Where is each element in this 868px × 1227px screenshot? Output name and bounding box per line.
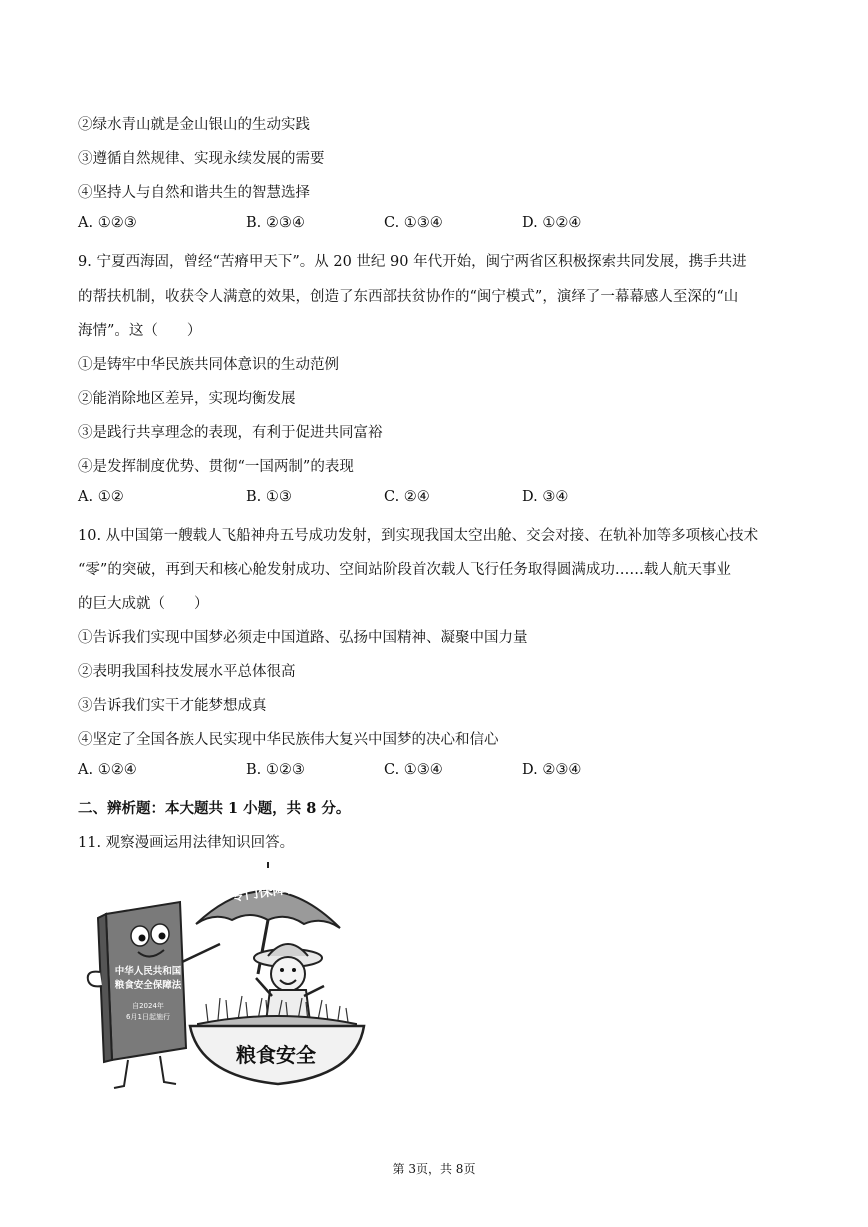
choice-c: C. ②④ [384, 489, 430, 505]
q8-option-2: ②绿水青山就是金山银山的生动实践 [78, 117, 310, 133]
umbrella-label: 专门保障法 [229, 879, 302, 905]
choice-b: B. ①②③ [246, 762, 305, 778]
choice-a: A. ①②④ [78, 762, 137, 778]
q10-stem-line-3: 的巨大成就（ ） [78, 596, 209, 612]
choice-c: C. ①③④ [384, 215, 443, 231]
choice-b: B. ①③ [246, 489, 292, 505]
q9-option-2: ②能消除地区差异，实现均衡发展 [78, 391, 296, 407]
q8-option-4: ④坚持人与自然和谐共生的智慧选择 [78, 185, 310, 201]
book-date-line-1: 自2024年 [132, 1002, 164, 1010]
q9-stem-line-3: 海情”。这（ ） [78, 323, 202, 339]
page-footer: 第 3页，共 8页 [392, 1162, 476, 1176]
q10-option-2: ②表明我国科技发展水平总体很高 [78, 664, 296, 680]
q9-stem-line-1: 9. 宁夏西海固，曾经“苦瘠甲天下”。从 20 世纪 90 年代开始，闽宁两省区积极探索共同发展，携手共进 [78, 254, 747, 270]
choice-d: D. ①②④ [522, 215, 582, 231]
farmer-character [254, 944, 324, 1022]
choice-d: D. ③④ [522, 489, 569, 505]
choice-a: A. ①②③ [78, 215, 137, 231]
law-book-character [88, 902, 220, 1088]
q9-option-4: ④是发挥制度优势、贯彻“一国两制”的表现 [78, 459, 354, 475]
q11-stem: 11. 观察漫画运用法律知识回答。 [78, 835, 295, 851]
book-title-line-1: 中华人民共和国 [114, 966, 182, 977]
q9-stem-line-2: 的帮扶机制，收获令人满意的效果，创造了东西部扶贫协作的“闽宁模式”，演绎了一幕幕感人至深的“山 [78, 289, 739, 305]
q10-option-3: ③告诉我们实干才能梦想成真 [78, 698, 267, 714]
cartoon-illustration [78, 862, 368, 1097]
q10-stem-line-2: “零”的突破，再到天和核心舱发射成功、空间站阶段首次载人飞行任务取得圆满成功……载人航天事业 [78, 562, 731, 578]
q10-option-4: ④坚定了全国各族人民实现中华民族伟大复兴中国梦的决心和信心 [78, 732, 499, 748]
section-heading: 二、辨析题：本大题共 1 小题，共 8 分。 [78, 800, 351, 817]
q10-stem-line-1: 10. 从中国第一艘载人飞船神舟五号成功发射，到实现我国太空出舱、交会对接、在轨补加等多项核心技术 [78, 528, 759, 544]
q10-option-1: ①告诉我们实现中国梦必须走中国道路、弘扬中国精神、凝聚中国力量 [78, 630, 528, 646]
choice-c: C. ①③④ [384, 762, 443, 778]
bowl-label: 粮食安全 [236, 1043, 316, 1067]
book-date-line-2: 6月1日起施行 [126, 1013, 170, 1021]
choice-a: A. ①② [78, 489, 124, 505]
choice-d: D. ②③④ [522, 762, 582, 778]
q9-option-1: ①是铸牢中华民族共同体意识的生动范例 [78, 357, 339, 373]
q9-option-3: ③是践行共享理念的表现，有利于促进共同富裕 [78, 425, 383, 441]
book-title-line-2: 粮食安全保障法 [114, 980, 182, 991]
q8-option-3: ③遵循自然规律、实现永续发展的需要 [78, 151, 325, 167]
choice-b: B. ②③④ [246, 215, 305, 231]
